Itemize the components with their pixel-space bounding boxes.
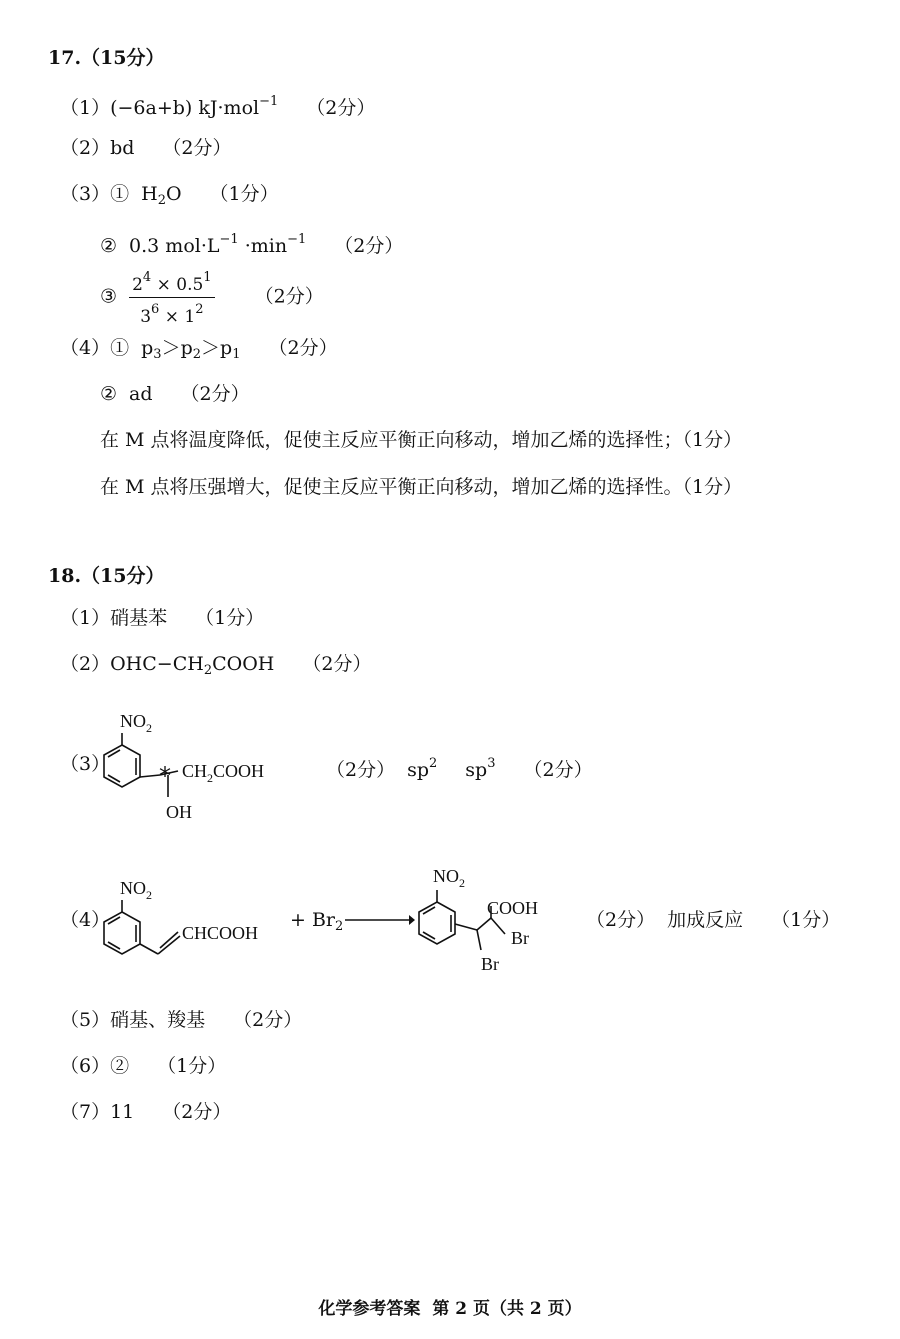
q18-structure-3	[100, 705, 290, 825]
formula-subscript: 2	[203, 663, 213, 678]
circled-mark: ①	[110, 183, 130, 205]
answer-text: 11	[110, 1101, 135, 1123]
circled-mark: ②	[100, 383, 118, 405]
score: （2分）	[233, 1009, 303, 1031]
score: （2分）	[254, 285, 324, 308]
q17-answer-4-explanation-2: 在 M 点将压强增大，促使主反应平衡正向移动，增加乙烯的选择性。（1分）	[100, 476, 743, 498]
carboxyl-label: COOH	[487, 898, 539, 918]
bromine-label-2: Br	[481, 954, 499, 974]
answer-number: （7）	[60, 1101, 111, 1123]
q18-answer-7	[60, 1100, 231, 1124]
hybridization: sp	[407, 759, 430, 781]
q17-answer-4-explanation-1: 在 M 点将温度降低，促使主反应平衡正向移动，增加乙烯的选择性；（1分）	[100, 429, 743, 451]
answer-number: （1）	[60, 607, 111, 629]
q18-heading: 18.（15分）	[48, 565, 165, 587]
answer-number: （1）	[60, 97, 111, 119]
formula-subscript: 2	[157, 193, 166, 208]
score: （2分）	[162, 1101, 232, 1123]
answer-text: (−6a+b) kJ·mol	[110, 97, 260, 119]
symbol: p	[220, 337, 233, 359]
q17-answer-3-3	[100, 266, 324, 329]
reaction-type: 加成反应	[667, 909, 744, 931]
symbol: p	[141, 337, 154, 359]
answer-number: （2）	[60, 653, 111, 675]
hybridization-superscript: 3	[487, 756, 496, 771]
answer-superscript: −1	[219, 232, 239, 247]
q17-heading: 17.（15分）	[48, 47, 165, 69]
answer-text: 硝基苯	[110, 607, 168, 629]
answer-superscript: −1	[259, 94, 279, 109]
fraction-numerator: $2^4 \times 0.5^1$	[129, 266, 214, 298]
nitro-label: $NO_2$	[120, 878, 152, 902]
formula: O	[165, 183, 182, 205]
hybridization-superscript: 2	[429, 756, 438, 771]
answer-number: （5）	[60, 1009, 111, 1031]
q17-answer-3-2	[100, 228, 403, 258]
page-footer	[0, 1294, 900, 1319]
vinyl-chain-label: CHCOOH	[182, 923, 259, 943]
formula: OHC−CH	[110, 653, 204, 675]
answer-text: ②	[110, 1055, 130, 1077]
formula: COOH	[212, 653, 275, 675]
answer-number: （2）	[60, 137, 111, 159]
q18-answer-1	[60, 606, 264, 630]
fraction-denominator: $3^6 \times 1^2$	[140, 302, 204, 327]
symbol: p	[180, 337, 193, 359]
answer-superscript: −1	[287, 232, 307, 247]
q17-answer-3-1	[60, 182, 279, 213]
hybridization: sp	[465, 759, 488, 781]
answer-number: （3）	[60, 183, 111, 205]
q17-answer-4-2	[100, 382, 250, 406]
q17-answer-2	[60, 136, 232, 160]
subscript: 1	[232, 347, 241, 362]
q18-answer-4-number: （4）	[60, 909, 111, 931]
answer-number: （4）	[60, 337, 111, 359]
score: （2分）	[523, 759, 593, 781]
hydroxyl-label: OH	[166, 802, 192, 822]
score: （2分）	[306, 97, 376, 119]
score: （2分）	[302, 653, 372, 675]
nitro-label: $NO_2$	[120, 711, 152, 735]
circled-mark: ②	[100, 235, 118, 257]
answer-text: 硝基、羧基	[110, 1009, 206, 1031]
formula: H	[141, 183, 158, 205]
score: （2分）	[162, 137, 232, 159]
side-chain-label: $CH_2COOH$	[182, 761, 265, 785]
answer-number: （6）	[60, 1055, 111, 1077]
circled-mark: ①	[110, 337, 130, 359]
chiral-star-icon: *	[159, 762, 171, 790]
q17-answer-4-1	[60, 336, 338, 367]
q18-product-structure	[415, 862, 585, 977]
nitro-label: $NO_2$	[433, 866, 465, 890]
score: （1分）	[157, 1055, 227, 1077]
score: （1分）	[771, 909, 841, 931]
operator: ＞	[161, 337, 181, 359]
answer-text: ad	[129, 383, 153, 405]
answer-text: bd	[110, 137, 135, 159]
q18-answer-3-scores	[326, 752, 593, 782]
bromine-reagent: + $Br_2$	[290, 909, 344, 934]
q18-answer-4-scores	[586, 908, 840, 932]
q18-answer-2	[60, 652, 371, 683]
q18-answer-5	[60, 1008, 302, 1032]
footer-page-number: 第 2 页（共 2 页）	[432, 1299, 582, 1319]
q18-answer-3-number: （3）	[60, 753, 111, 775]
answer-text: ·min	[238, 235, 288, 257]
score: （2分）	[268, 337, 338, 359]
score: （2分）	[586, 909, 656, 931]
score: （2分）	[334, 235, 404, 257]
q17-answer-1	[60, 90, 375, 120]
operator: ＞	[201, 337, 221, 359]
footer-title: 化学参考答案	[318, 1299, 421, 1319]
score: （1分）	[209, 183, 279, 205]
subscript: 3	[153, 347, 162, 362]
answer-text: 0.3 mol·L	[129, 235, 220, 257]
score: （2分）	[326, 759, 396, 781]
benzene-ring-icon	[104, 900, 180, 954]
score: （1分）	[195, 607, 265, 629]
fraction	[129, 266, 214, 329]
reaction-arrow-icon	[345, 910, 415, 930]
subscript: 2	[192, 347, 202, 362]
score: （2分）	[180, 383, 250, 405]
bromine-label-1: Br	[511, 928, 529, 948]
q18-answer-6	[60, 1054, 226, 1078]
circled-mark: ③	[100, 285, 118, 308]
q18-reactant-structure	[100, 872, 280, 972]
